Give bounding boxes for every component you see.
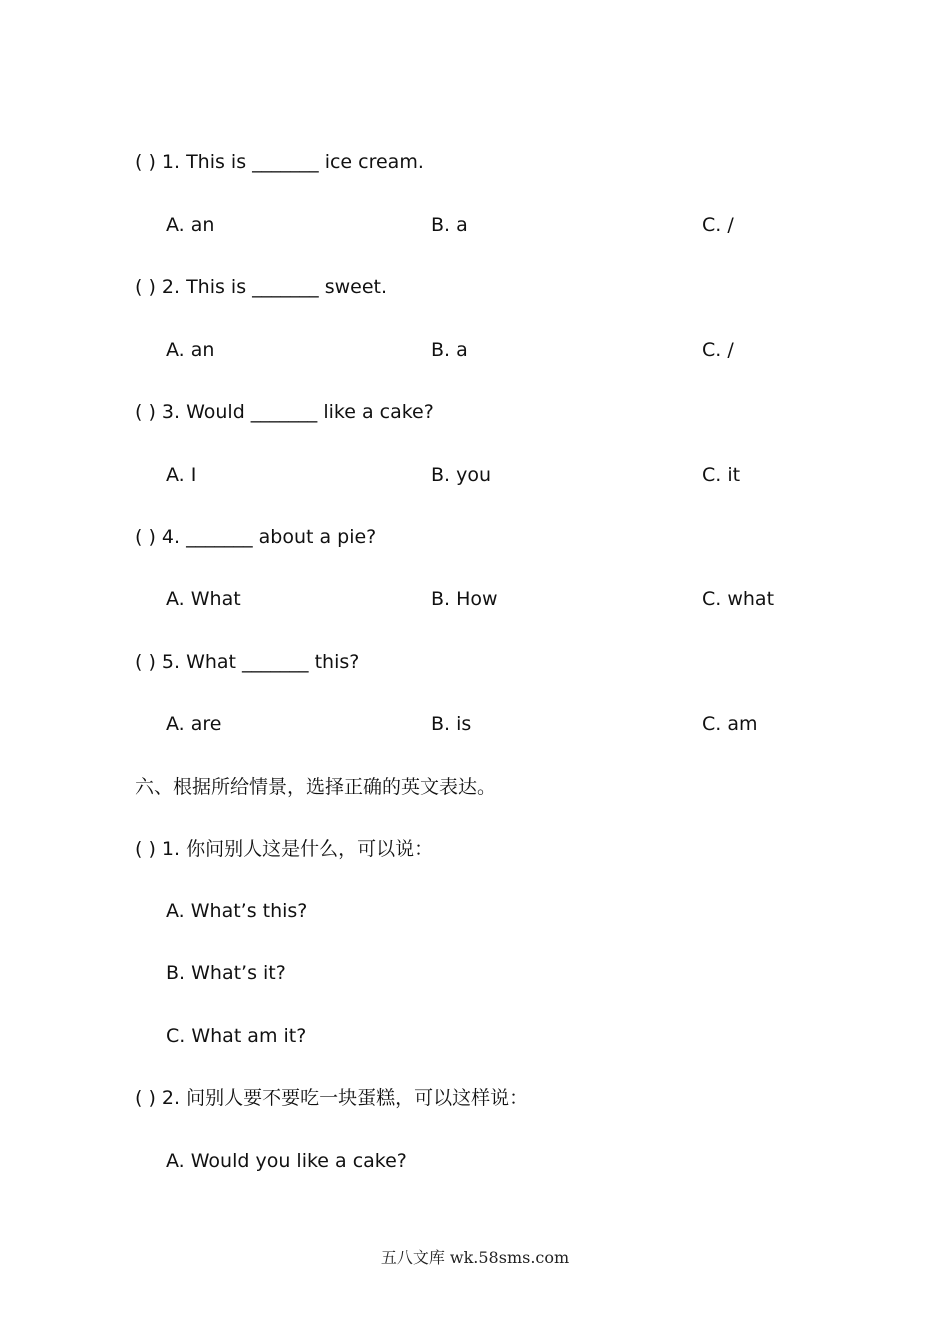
q3-option-c: C. it — [702, 464, 741, 486]
question-2: ( ) 2. This is _______ sweet. — [135, 276, 388, 298]
q5-option-c: C. am — [702, 713, 758, 735]
q1-option-a: A. an — [166, 214, 215, 236]
q1-option-b: B. a — [431, 214, 468, 236]
q3-option-a: A. I — [166, 464, 197, 486]
s6-q2-option-a: A. Would you like a cake? — [166, 1150, 407, 1172]
q1-option-c: C. / — [702, 214, 734, 236]
s6-q1-option-a: A. What’s this? — [166, 900, 308, 922]
q4-option-b: B. How — [431, 588, 498, 610]
section-6-heading: 六、根据所给情景，选择正确的英文表达。 — [135, 776, 497, 798]
q4-option-c: C. what — [702, 588, 775, 610]
footer-watermark: 五八文库 wk.58sms.com — [380, 1248, 570, 1267]
q4-option-a: A. What — [166, 588, 241, 610]
q2-option-c: C. / — [702, 339, 734, 361]
question-5: ( ) 5. What _______ this? — [135, 651, 360, 673]
question-3: ( ) 3. Would _______ like a cake? — [135, 401, 434, 423]
q2-option-a: A. an — [166, 339, 215, 361]
s6-question-1: ( ) 1. 你问别人这是什么，可以说： — [135, 838, 434, 860]
s6-q1-option-c: C. What am it? — [166, 1025, 307, 1047]
q5-option-a: A. are — [166, 713, 222, 735]
q2-option-b: B. a — [431, 339, 468, 361]
q5-option-b: B. is — [431, 713, 472, 735]
q3-option-b: B. you — [431, 464, 492, 486]
question-4: ( ) 4. _______ about a pie? — [135, 526, 377, 548]
s6-question-2: ( ) 2. 问别人要不要吃一块蛋糕，可以这样说： — [135, 1087, 529, 1109]
question-1: ( ) 1. This is _______ ice cream. — [135, 151, 424, 173]
s6-q1-option-b: B. What’s it? — [166, 962, 286, 984]
